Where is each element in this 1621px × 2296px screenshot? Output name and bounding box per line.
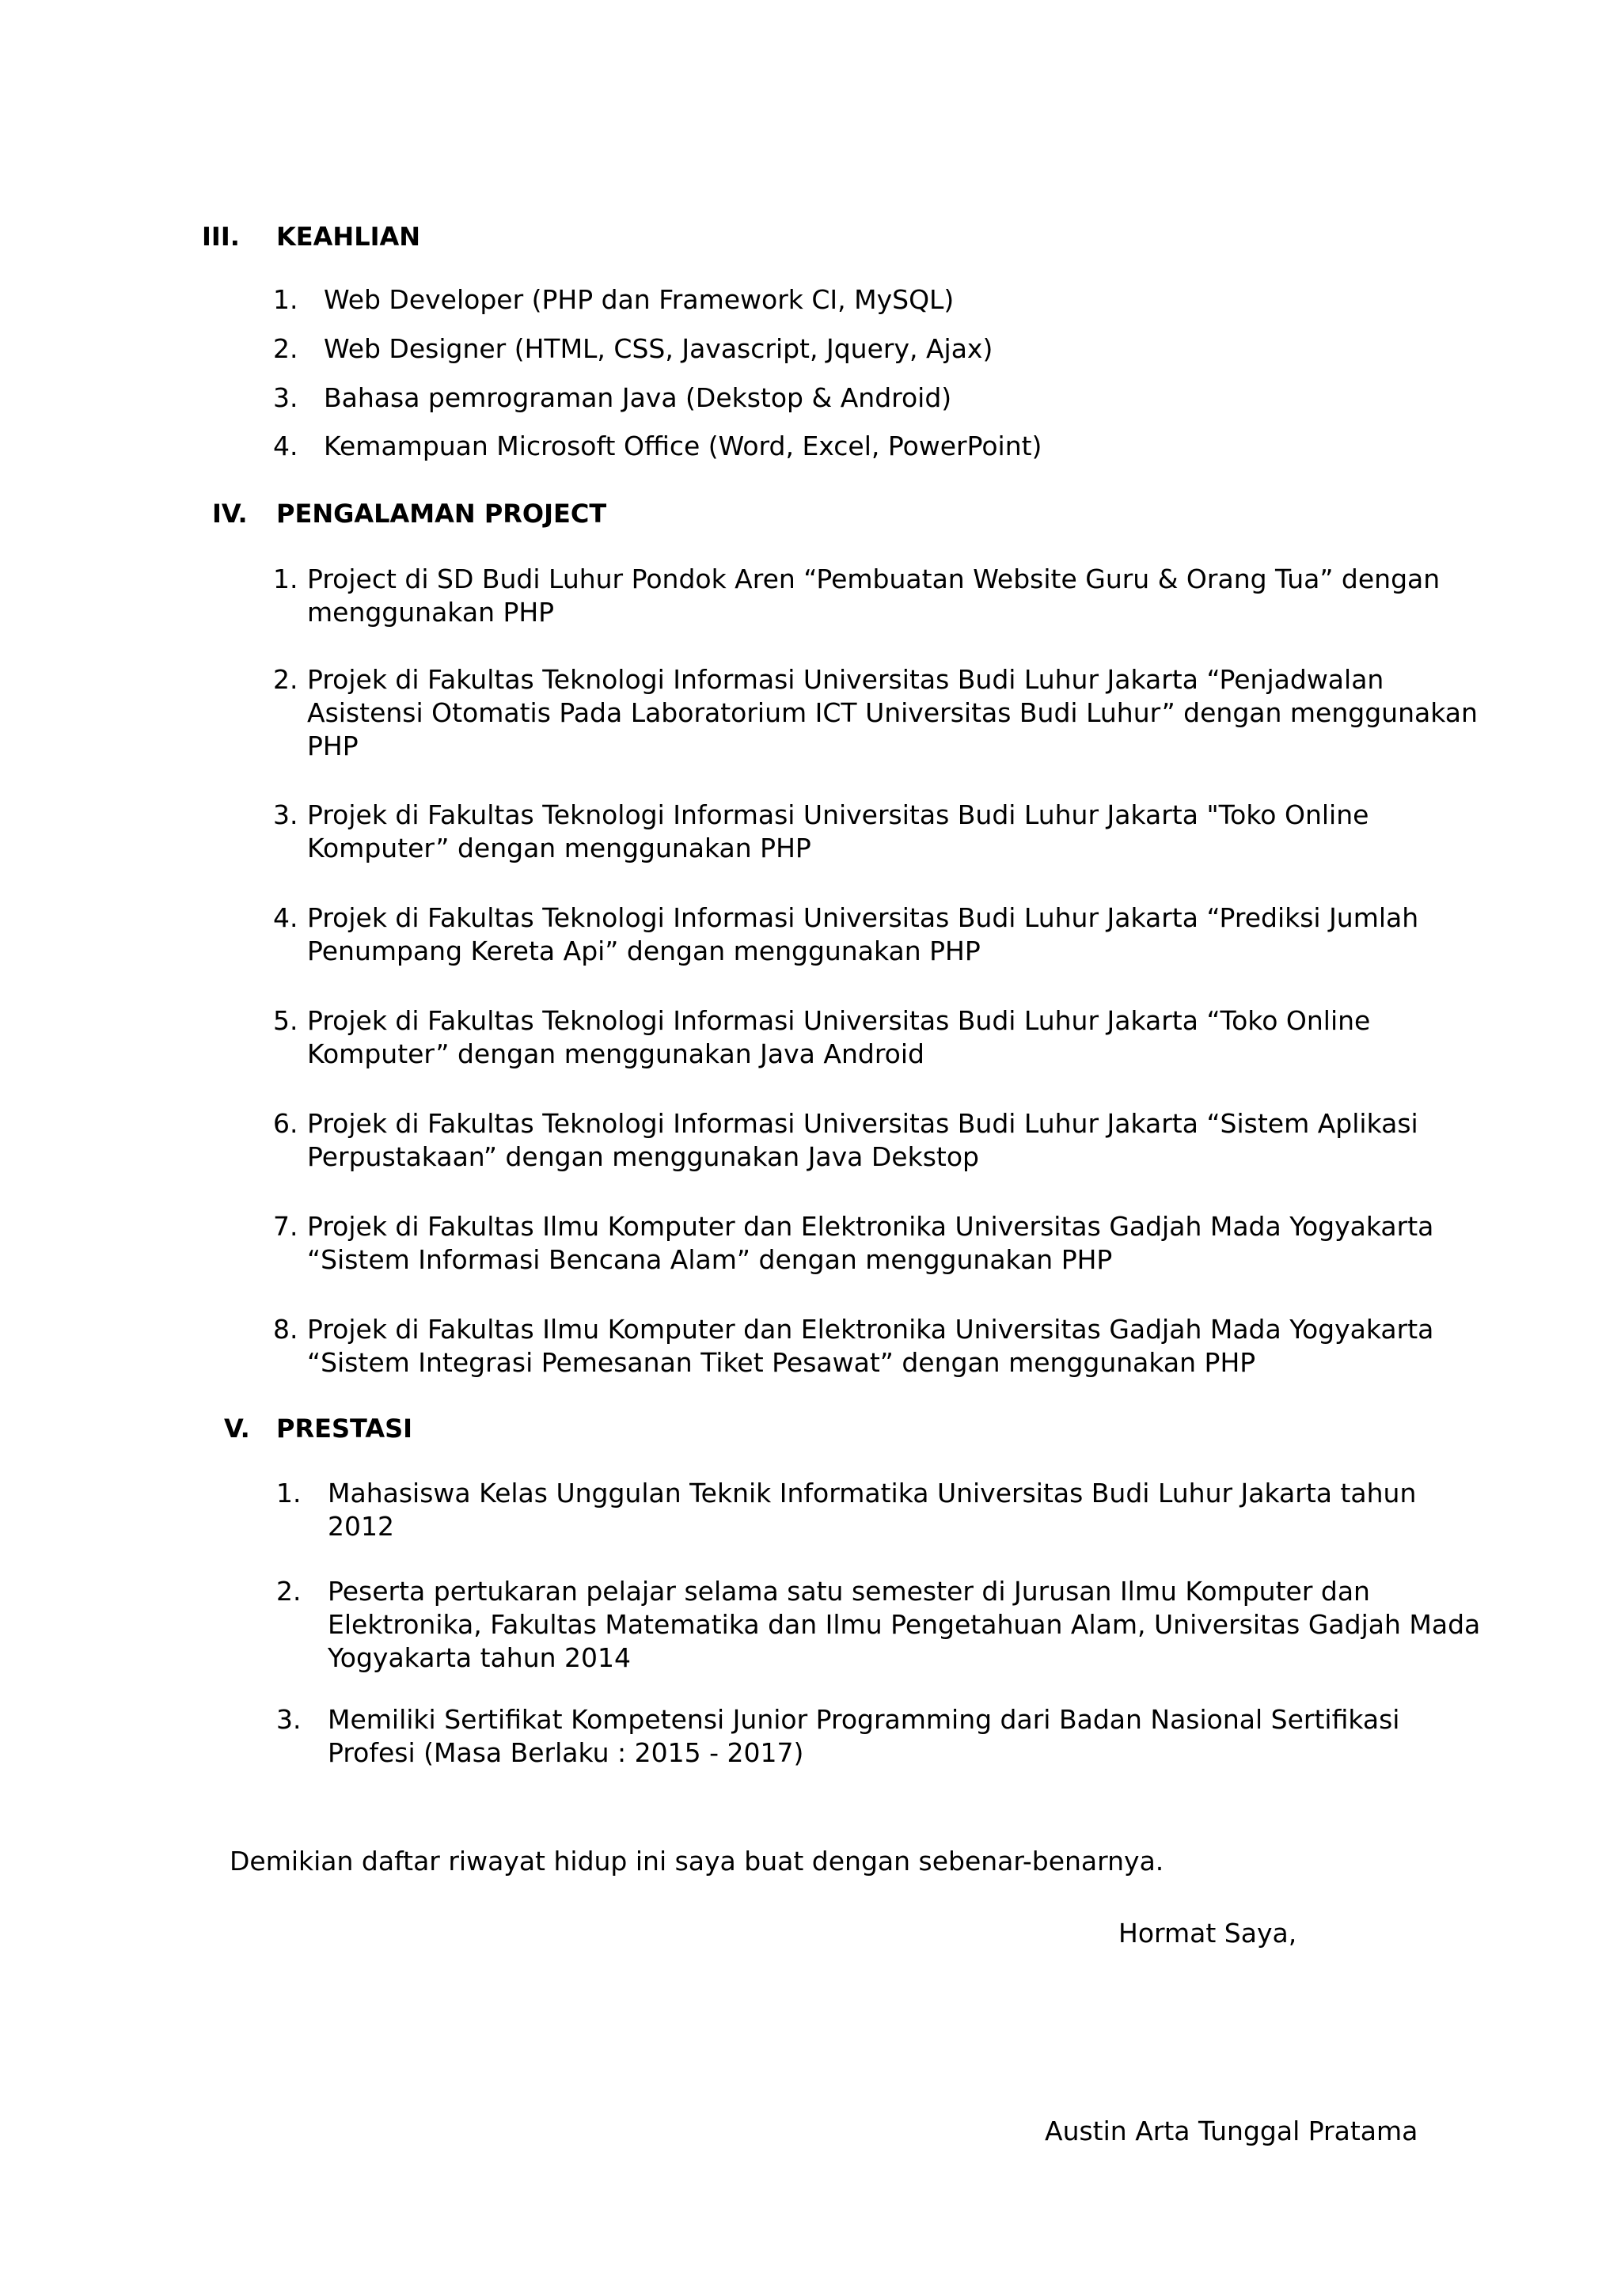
list-text [307, 901, 1418, 968]
list-number: 2. [273, 664, 298, 695]
list-text-line: Profesi (Masa Berlaku : 2015 - 2017) [328, 1737, 804, 1768]
section-title: KEAHLIAN [276, 222, 421, 252]
list-text-line: PHP [307, 731, 359, 761]
list-text [324, 430, 1042, 463]
list-text-line: Bahasa pemrograman Java (Dekstop & Android) [324, 382, 952, 413]
list-text-line: 2012 [328, 1511, 394, 1542]
list-text [307, 1210, 1433, 1277]
list-text-line: Elektronika, Fakultas Matematika dan Ilmu Pengetahuan Alam, Universitas Gadjah Mada [328, 1609, 1481, 1640]
list-text [307, 563, 1440, 629]
list-text-line: Projek di Fakultas Teknologi Informasi Universitas Budi Luhur Jakarta “Sistem Aplikasi [307, 1108, 1418, 1139]
list-number: 1. [273, 564, 298, 594]
list-text-line: Projek di Fakultas Teknologi Informasi Universitas Budi Luhur Jakarta “Prediksi Jumlah [307, 902, 1419, 933]
closing-statement: Demikian daftar riwayat hidup ini saya buat dengan sebenar-benarnya. [230, 1846, 1164, 1877]
list-number: 8. [273, 1314, 298, 1345]
list-text-line: Projek di Fakultas Ilmu Komputer dan Elektronika Universitas Gadjah Mada Yogyakarta [307, 1314, 1434, 1345]
list-number: 4. [273, 431, 298, 461]
list-number: 2. [273, 333, 298, 364]
list-text-line: “Sistem Informasi Bencana Alam” dengan menggunakan PHP [307, 1244, 1113, 1275]
list-text-line: Penumpang Kereta Api” dengan menggunakan PHP [307, 935, 981, 966]
list-text-line: Komputer” dengan menggunakan PHP [307, 833, 811, 863]
list-text [307, 1313, 1433, 1379]
section-heading-prestasi [0, 1413, 1621, 1444]
list-text-line: Peserta pertukaran pelajar selama satu semester di Jurusan Ilmu Komputer dan [328, 1576, 1370, 1607]
list-text-line: Kemampuan Microsoft Office (Word, Excel, PowerPoint) [324, 431, 1042, 461]
section-heading-keahlian [0, 221, 1621, 252]
list-text-line: Projek di Fakultas Teknologi Informasi Universitas Budi Luhur Jakarta “Penjadwalan [307, 664, 1384, 695]
list-text-line: Projek di Fakultas Teknologi Informasi Universitas Budi Luhur Jakarta “Toko Online [307, 1005, 1371, 1036]
list-number: 7. [273, 1211, 298, 1242]
list-text-line: Web Designer (HTML, CSS, Javascript, Jquery, Ajax) [324, 333, 993, 364]
list-text-line: Komputer” dengan menggunakan Java Android [307, 1038, 924, 1069]
list-number: 4. [273, 902, 298, 933]
list-text [307, 1107, 1418, 1174]
list-text-line: Perpustakaan” dengan menggunakan Java Dekstop [307, 1141, 979, 1172]
section-title: PRESTASI [276, 1414, 413, 1444]
section-title: PENGALAMAN PROJECT [276, 499, 607, 529]
list-text-line: “Sistem Integrasi Pemesanan Tiket Pesawat” dengan menggunakan PHP [307, 1347, 1256, 1378]
list-text [307, 663, 1478, 763]
list-text [324, 332, 993, 366]
list-number: 2. [276, 1576, 302, 1607]
list-text-line: Project di SD Budi Luhur Pondok Aren “Pembuatan Website Guru & Orang Tua” dengan [307, 564, 1441, 594]
list-text [324, 381, 951, 415]
closing-greeting: Hormat Saya, [1118, 1918, 1297, 1949]
list-text-line: menggunakan PHP [307, 597, 555, 628]
list-text-line: Mahasiswa Kelas Unggulan Teknik Informatika Universitas Budi Luhur Jakarta tahun [328, 1478, 1417, 1509]
list-number: 6. [273, 1108, 298, 1139]
list-text [307, 799, 1369, 865]
list-text-line: Yogyakarta tahun 2014 [328, 1642, 632, 1673]
list-text [328, 1477, 1416, 1543]
list-text [328, 1703, 1399, 1770]
list-number: 3. [276, 1704, 302, 1735]
list-number: 1. [276, 1478, 302, 1509]
list-text [307, 1004, 1370, 1071]
list-text-line: Asistensi Otomatis Pada Laboratorium ICT Universitas Budi Luhur” dengan menggunakan [307, 697, 1478, 728]
list-text-line: Projek di Fakultas Teknologi Informasi Universitas Budi Luhur Jakarta "Toko Online [307, 799, 1369, 830]
section-heading-pengalaman [0, 498, 1621, 529]
list-number: 5. [273, 1005, 298, 1036]
section-number: V. [224, 1414, 250, 1444]
list-number: 3. [273, 799, 298, 830]
list-text-line: Web Developer (PHP dan Framework CI, MySQL) [324, 284, 955, 315]
list-text [324, 283, 954, 317]
section-number: IV. [212, 499, 248, 529]
list-number: 3. [273, 382, 298, 413]
list-text [328, 1575, 1480, 1675]
section-number: III. [202, 222, 240, 252]
list-text-line: Memiliki Sertifikat Kompetensi Junior Programming dari Badan Nasional Sertifikasi [328, 1704, 1400, 1735]
list-text-line: Projek di Fakultas Ilmu Komputer dan Elektronika Universitas Gadjah Mada Yogyakarta [307, 1211, 1434, 1242]
list-number: 1. [273, 284, 298, 315]
signatory-name: Austin Arta Tunggal Pratama [1045, 2116, 1418, 2146]
